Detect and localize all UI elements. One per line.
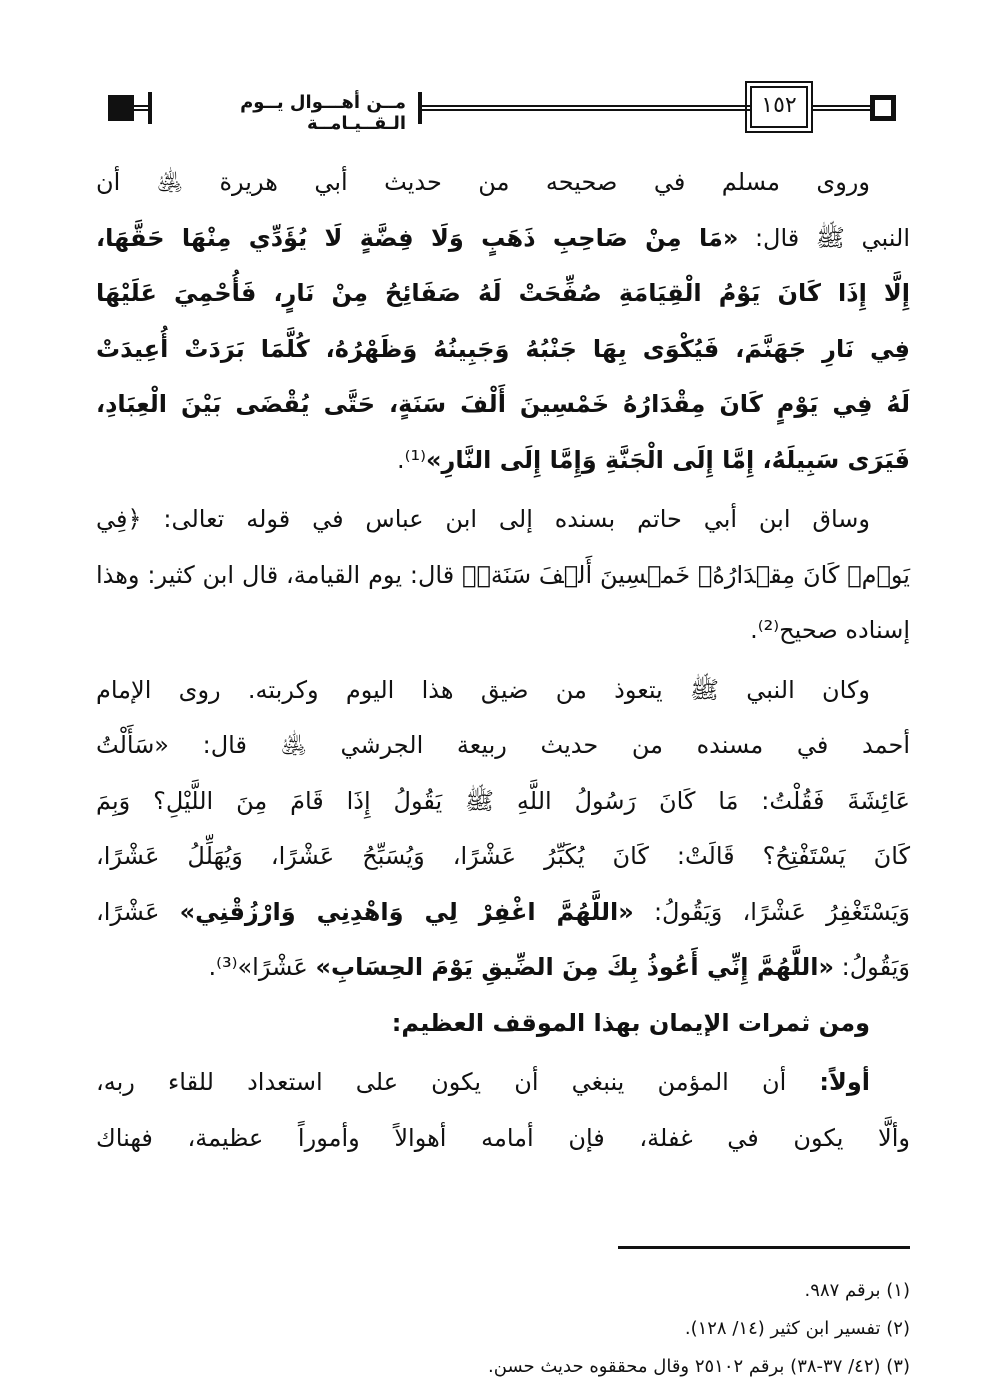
text-line: [96, 1055, 910, 1111]
text-line: [96, 829, 910, 885]
bold-text-segment: «اللَّهُمَّ اغْفِرْ لِي وَاهْدِنِي وَارْزُقْنِي»: [179, 897, 634, 926]
text-segment: وروى مسلم في صحيحه من حديث أبي هريرة ﵁ أن: [96, 168, 870, 196]
text-line: [96, 718, 910, 774]
header-rule: [422, 105, 752, 111]
text-segment: عَائِشَةَ فَقُلْتُ: مَا كَانَ رَسُولُ اللَّهِ ﷺ يَقُولُ إِذَا قَامَ مِنَ اللَّيْلِ؟ وَبِمَ: [96, 786, 910, 815]
running-header: [108, 88, 896, 134]
text-line: [96, 322, 910, 378]
text-line: [96, 155, 910, 211]
text-segment: وَيَسْتَغْفِرُ عَشْرًا، وَيَقُولُ:: [633, 897, 910, 926]
bold-text-segment: «مَا مِنْ صَاحِبِ ذَهَبٍ وَلَا فِضَّةٍ لَا يُؤَدِّي مِنْهَا حَقَّهَا،: [96, 223, 739, 252]
footnote: (٣) (٤٢/ ٣٧-٣٨) برقم ٢٥١٠٢ وقال محققوه حديث حسن.: [488, 1356, 910, 1377]
text-line: [96, 940, 910, 996]
main-text: [96, 155, 910, 1166]
text-segment: كَانَ يَسْتَفْتِحُ؟ قَالَتْ: كَانَ يُكَبِّرُ عَشْرًا، وَيُسَبِّحُ عَشْرًا، وَيُهَلِّلُ عَشْرًا،: [96, 842, 910, 870]
bold-text-segment: «اللَّهُمَّ إِنِّي أَعُوذُ بِكَ مِنَ الضِّيقِ يَوْمَ الحِسَابِ»: [315, 953, 835, 981]
footnote-separator: [618, 1246, 910, 1249]
text-line: [96, 266, 910, 322]
text-segment: عَشْرًا،: [96, 897, 180, 926]
text-line: [96, 885, 910, 941]
text-segment: النبي ﷺ قال:: [738, 223, 910, 252]
text-line: [96, 211, 910, 267]
text-line: [96, 1111, 910, 1167]
bold-text-segment: ومن ثمرات الإيمان بهذا الموقف العظيم:: [391, 1008, 870, 1037]
text-line: [96, 377, 910, 433]
bold-text-segment: لَهُ فِي يَوْمٍ كَانَ مِقْدَارُهُ خَمْسِينَ أَلْفَ سَنَةٍ، حَتَّى يُقْضَى بَيْنَ الْعِبَادِ،: [96, 390, 910, 418]
text-line: [96, 663, 910, 719]
text-line: [96, 492, 910, 548]
bold-text-segment: فَيَرَى سَبِيلَهُ، إِمَّا إِلَى الْجَنَّةِ وَإِمَّا إِلَى النَّارِ»: [426, 445, 910, 474]
text-line: [96, 774, 910, 830]
text-segment: ⁽¹⁾.: [396, 445, 426, 474]
footnote: (١) برقم ٩٨٧.: [804, 1280, 910, 1301]
text-line: [96, 548, 910, 604]
text-segment: وَيَقُولُ:: [834, 953, 910, 981]
text-segment: إسناده صحيح⁽²⁾.: [750, 616, 910, 644]
header-rule: [134, 105, 148, 111]
header-bar: [148, 92, 152, 124]
page-number: ١٥٢: [750, 86, 808, 128]
text-segment: وساق ابن أبي حاتم بسنده إلى ابن عباس في قوله تعالى: ﴿فِي: [96, 505, 870, 533]
bold-text-segment: إِلَّا إِذَا كَانَ يَوْمُ الْقِيَامَةِ صُفِّحَتْ لَهُ صَفَائِحُ مِنْ نَارٍ، فَأُحْمِيَ عَلَيْهَا: [96, 279, 910, 307]
text-segment: عَشْرًا»⁽³⁾.: [208, 953, 316, 981]
text-line: [96, 603, 910, 659]
text-segment: يَوۡمٖ كَانَ مِقۡدَارُهُۥ خَمۡسِينَ أَلۡفَ سَنَةٖ﴾ قال: يوم القيامة، قال ابن كثير: وهذا: [96, 560, 910, 589]
bold-text-segment: أولاً:: [819, 1068, 870, 1096]
text-segment: أحمد في مسنده من حديث ربيعة الجرشي ﵁ قال: «سَأَلْتُ: [96, 731, 910, 759]
footnotes: [96, 1272, 910, 1386]
header-ornament-square: [870, 95, 896, 121]
text-line: [96, 433, 910, 489]
text-segment: وكان النبي ﷺ يتعوذ من ضيق هذا اليوم وكربته. روى الإمام: [96, 675, 870, 704]
running-title: مــن أهـــوال يــوم الـقــيـامــة: [240, 92, 406, 134]
bold-text-segment: فِي نَارِ جَهَنَّمَ، فَيُكْوَى بِهَا جَنْبُهُ وَجَبِينُهُ وَظَهْرُهُ، كُلَّمَا بَرَدَتْ أُعِيدَتْ: [96, 334, 910, 363]
text-line: [96, 996, 910, 1052]
text-segment: أن المؤمن ينبغي أن يكون على استعداد للقاء ربه،: [96, 1068, 820, 1096]
header-ornament-square: [108, 95, 134, 121]
text-segment: وألَّا يكون في غفلة، فإن أمامه أهوالاً وأموراً عظيمة، فهناك: [96, 1123, 910, 1152]
header-rule: [812, 105, 872, 111]
footnote: (٢) تفسير ابن كثير (١٤/ ١٢٨).: [684, 1318, 910, 1339]
